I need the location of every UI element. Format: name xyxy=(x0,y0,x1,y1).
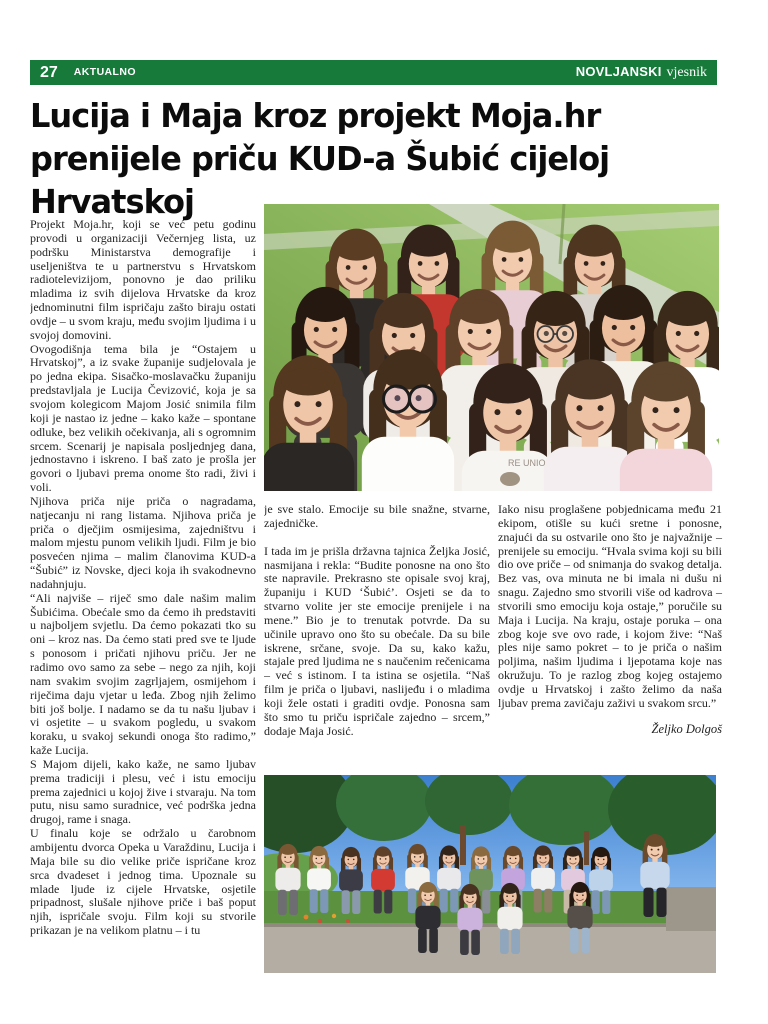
paragraph: Njihova priča nije priča o nagradama, natjecanju ni rang listama. Njihova priča je priča o dječjim osmijesima, zajedništvu i malom mjestu punom velikih ljudi. Film je bio posvećen njima – malim članovima KUD-a “Šubić” iz Novske, djeci koja ih svakodnevno nadahnjuju. xyxy=(30,493,256,591)
paragraph: U finalu koje se održalo u čarobnom ambijentu dvorca Opeka u Varaždinu, Lucija i Maja bile su dio velike priče ispričane kroz srca dvadeset i jednog tima. Upoznale su mlade ljude iz cijele Hrvatske, osjetile pripadnost, slušale njihove priče i baš poput njih, ispričale svoju. Film koji su stvorile prikazan je na velikom platnu – i tu xyxy=(30,826,256,938)
section-label: AKTUALNO xyxy=(73,66,136,79)
paragraph: Iako nisu proglašene pobjednicama među 21 ekipom, otišle su kući sretne i ponosne, znajući da su ostvarile ono što je najvažnije – prenijele su emociju. “Hvala svima koji su bili dio ove priče – od snimanja do svakog detalja. Bez vas, ova minuta ne bi imala ni dušu ni snagu. Zajedno smo stvorili više od kadrova – stvorili smo emociju koja ostaje,” poručile su Maja i Lucija. Na kraju, ostaje poruka – ona zbog koje sve ovo rade, i kojom žive: “Naš ples nije samo pokret – to je priča o našim poljima, našim ljudima i ljepotama koje nas okružuju. To je razlog zbog kojeg ostajemo ovdje u Hrvatskoj i zašto želimo da naša ljubav prema zavičaju zaživi u svakom srcu.” xyxy=(498,502,722,710)
photo-group-park xyxy=(264,775,716,973)
page-header xyxy=(30,60,717,85)
masthead-bold: NOVLJANSKI xyxy=(575,64,662,79)
masthead xyxy=(576,65,707,80)
tshirt-print-text: RE UNIO xyxy=(508,458,546,468)
paragraph: “Ali najviše – riječ smo dale našim malim Šubićima. Obećale smo da ćemo ih predstaviti u najboljem svjetlu. Da ćemo pokazati tko su oni – kroz nas. Da ćemo stati pred sve te ljude s ponosom i pričati njihovu priču. Jer ne radimo ovo samo za sebe – nego za njih, koji nam svakim svojim zagrljajem, osmijehom i riječima daju vjetar u leđa. Zbog njih želimo biti još bolje. I nadamo se da tu našu ljubav i vi osjetite – u svakom pogledu, u svakom koraku, u svakoj sekundi onoga što radimo,” kaže Lucija. xyxy=(30,590,256,758)
paragraph: S Majom dijeli, kako kaže, ne samo ljubav prema tradiciji i plesu, već i istu emociju prema zajednici u kojoj žive i stvaraju. Na tom putu, nisu samo suradnice, već podrška jedna drugoj, rame i snaga. xyxy=(30,756,256,827)
headline: Lucija i Maja kroz projekt Moja.hr prenijele priču KUD-a Šubić cijeloj Hrvatskoj xyxy=(30,96,610,221)
photo-group-selfie xyxy=(264,204,719,491)
author-byline: Željko Dolgoš xyxy=(651,721,722,736)
paragraph: Ovogodišnja tema bila je “Ostajem u Hrvatskoj”, a iz svake županije sudjelovala je po jedna ekipa. Sisačko-moslavačku županiju predstavljala je Lucija Čevizović, koja je sa svojom kolegicom Majom Josić snimila film koji je nastao iz jedne – kako kaže – spontane odluke, bez velikih očekivanja, ali s ogromnim srcem. Scenarij je napisala posljednjeg dana, jednostavno i iskreno. I baš zato je prošla jer govori o ljubavi prema onome što radi, živi i voli. xyxy=(30,341,256,495)
paragraph: I tada im je prišla državna tajnica Željka Josić, nasmijana i rekla: “Budite ponosne na ono što ste napravile. Prekrasno ste opisale svoj kraj, županiju i KUD ‘Šubić’. Osjeti se da to stvarno volite jer ste emocije prenijele i na mene.” Bio je to trenutak potvrde. Da su učinile upravo ono što su obećale. Da su bile iskrene, srčane, svoje. Da su, kako kažu, stajale pred ljudima ne s naučenim rečenicama – već s istinom. I ta istina se osjetila. “Naš film je priča o ljubavi, naslijeđu i o mladima koji žele ostati i graditi ovdje. Ponosna sam što smo tu priču ispričale zajedno – srcem,” dodaje Maja Josić. xyxy=(264,543,490,738)
paragraph: Projekt Moja.hr, koji se već petu godinu provodi u organizaciji Večernjeg lista, uz podršku Ministarstva demografije i useljeništva te u partnerstvu s Hrvatskom radiotelevizijom, ponovno je dao priliku mladima iz svih dijelova Hrvatske da kroz jednominutni film ispričaju zašto biraju ostati ovdje – u svom kraju, među svojim ljudima i u svojoj domovini. xyxy=(30,218,256,342)
column-left xyxy=(30,218,256,980)
column-middle xyxy=(264,503,490,778)
masthead-regular: vjesnik xyxy=(666,65,707,80)
column-right xyxy=(498,503,722,737)
page-number: 27 xyxy=(40,63,58,81)
paragraph: je sve stalo. Emocije su bile snažne, stvarne, zajedničke. xyxy=(264,503,490,530)
